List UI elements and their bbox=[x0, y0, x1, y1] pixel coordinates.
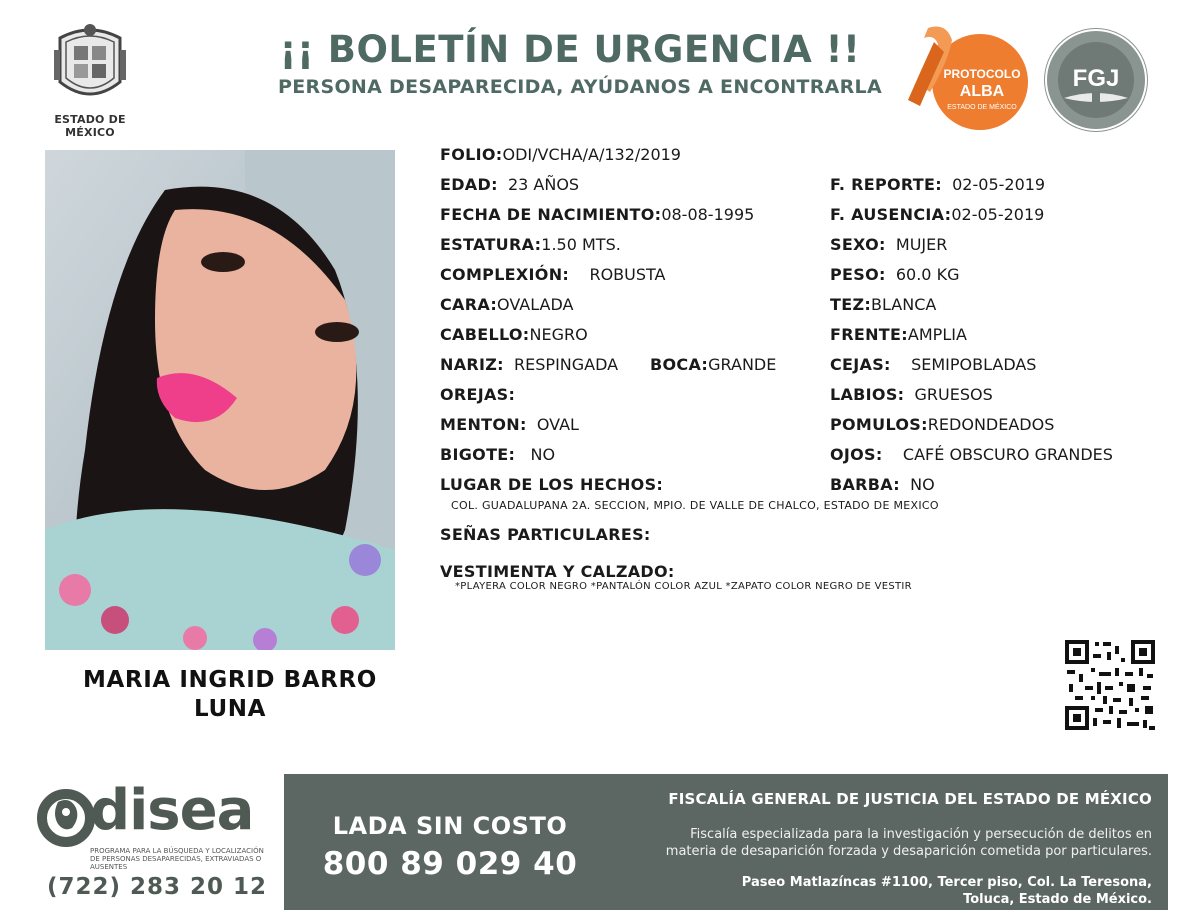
odisea-brand: disea bbox=[90, 778, 254, 843]
field-ojos: OJOS: CAFÉ OBSCURO GRANDES bbox=[830, 445, 1113, 464]
field-estatura: ESTATURA:1.50 MTS. bbox=[440, 235, 621, 254]
fgj-label: FGJ bbox=[1072, 65, 1120, 92]
field-complexion: COMPLEXIÓN: ROBUSTA bbox=[440, 265, 666, 284]
missing-person-photo bbox=[45, 150, 395, 650]
person-name-line1: MARIA INGRID BARRO bbox=[83, 667, 377, 693]
field-menton: MENTON: OVAL bbox=[440, 415, 579, 434]
field-f-ausencia: F. AUSENCIA:02-05-2019 bbox=[830, 205, 1045, 224]
alba-line2: ALBA bbox=[959, 83, 1005, 100]
bulletin-title: ¡¡ BOLETÍN DE URGENCIA !! bbox=[279, 28, 861, 71]
field-lugar: LUGAR DE LOS HECHOS: bbox=[440, 475, 664, 494]
field-tez: TEZ:BLANCA bbox=[830, 295, 937, 314]
fiscalia-desc-line1: Fiscalía especializada para la investigación y persecución de delitos en bbox=[690, 827, 1152, 842]
fiscalia-title: FISCALÍA GENERAL DE JUSTICIA DEL ESTADO DE MÉXICO bbox=[668, 790, 1152, 808]
field-nariz: NARIZ: RESPINGADA bbox=[440, 355, 619, 374]
address-line1: Paseo Matlazíncas #1100, Tercer piso, Col. La Teresona, bbox=[741, 875, 1152, 890]
field-bigote: BIGOTE: NO bbox=[440, 445, 556, 464]
field-edad: EDAD: 23 AÑOS bbox=[440, 175, 580, 194]
fiscalia-description bbox=[600, 826, 1152, 860]
fiscalia-desc-line2: materia de desaparición forzada y desaparición cometida por particulares. bbox=[665, 844, 1152, 859]
field-frente: FRENTE:AMPLIA bbox=[830, 325, 967, 344]
field-orejas: OREJAS: bbox=[440, 385, 516, 404]
field-senas: SEÑAS PARTICULARES: bbox=[440, 525, 651, 544]
field-cabello: CABELLO:NEGRO bbox=[440, 325, 588, 344]
state-caption: ESTADO DE MÉXICO bbox=[54, 113, 126, 139]
odisea-program: PROGRAMA PARA LA BÚSQUEDA Y LOCALIZACIÓN DE PERSONAS DESAPARECIDAS, EXTRAVIADAS O AUSENTES bbox=[90, 847, 264, 871]
person-name bbox=[45, 666, 415, 724]
address-line2: Toluca, Estado de México. bbox=[963, 892, 1152, 907]
field-sexo: SEXO: MUJER bbox=[830, 235, 948, 254]
field-cejas: CEJAS: SEMIPOBLADAS bbox=[830, 355, 1037, 374]
field-lugar-value: COL. GUADALUPANA 2A. SECCION, MPIO. DE VALLE DE CHALCO, ESTADO DE MEXICO bbox=[451, 499, 939, 512]
state-seal-icon bbox=[52, 20, 128, 108]
field-f-reporte: F. REPORTE: 02-05-2019 bbox=[830, 175, 1046, 194]
field-barba: BARBA: NO bbox=[830, 475, 935, 494]
field-boca: BOCA:GRANDE bbox=[650, 355, 777, 374]
odisea-mark-icon bbox=[36, 788, 96, 850]
field-fecha-nacimiento: FECHA DE NACIMIENTO:08-08-1995 bbox=[440, 205, 755, 224]
alba-line1: PROTOCOLO bbox=[943, 67, 1021, 81]
lada-number[interactable]: 800 89 029 40 bbox=[322, 846, 578, 882]
fgj-badge-icon bbox=[1040, 26, 1152, 134]
fiscalia-address bbox=[600, 874, 1152, 908]
field-peso: PESO: 60.0 KG bbox=[830, 265, 960, 284]
field-folio: FOLIO:ODI/VCHA/A/132/2019 bbox=[440, 145, 681, 164]
field-vestimenta: VESTIMENTA Y CALZADO: bbox=[440, 562, 675, 581]
field-vestimenta-value: *PLAYERA COLOR NEGRO *PANTALÓN COLOR AZUL *ZAPATO COLOR NEGRO DE VESTIR bbox=[455, 581, 912, 592]
odisea-phone[interactable]: (722) 283 20 12 bbox=[46, 874, 268, 900]
lada-label: LADA SIN COSTO bbox=[332, 812, 568, 840]
qr-code-icon[interactable] bbox=[1063, 638, 1157, 732]
person-name-line2: LUNA bbox=[194, 696, 266, 722]
alba-line3: ESTADO DE MÉXICO bbox=[947, 104, 1017, 111]
field-cara: CARA:OVALADA bbox=[440, 295, 574, 314]
field-labios: LABIOS: GRUESOS bbox=[830, 385, 993, 404]
bulletin-subtitle: PERSONA DESAPARECIDA, AYÚDANOS A ENCONTRARLA bbox=[278, 76, 882, 98]
alba-ribbon-icon bbox=[900, 22, 1030, 132]
field-pomulos: POMULOS:REDONDEADOS bbox=[830, 415, 1055, 434]
